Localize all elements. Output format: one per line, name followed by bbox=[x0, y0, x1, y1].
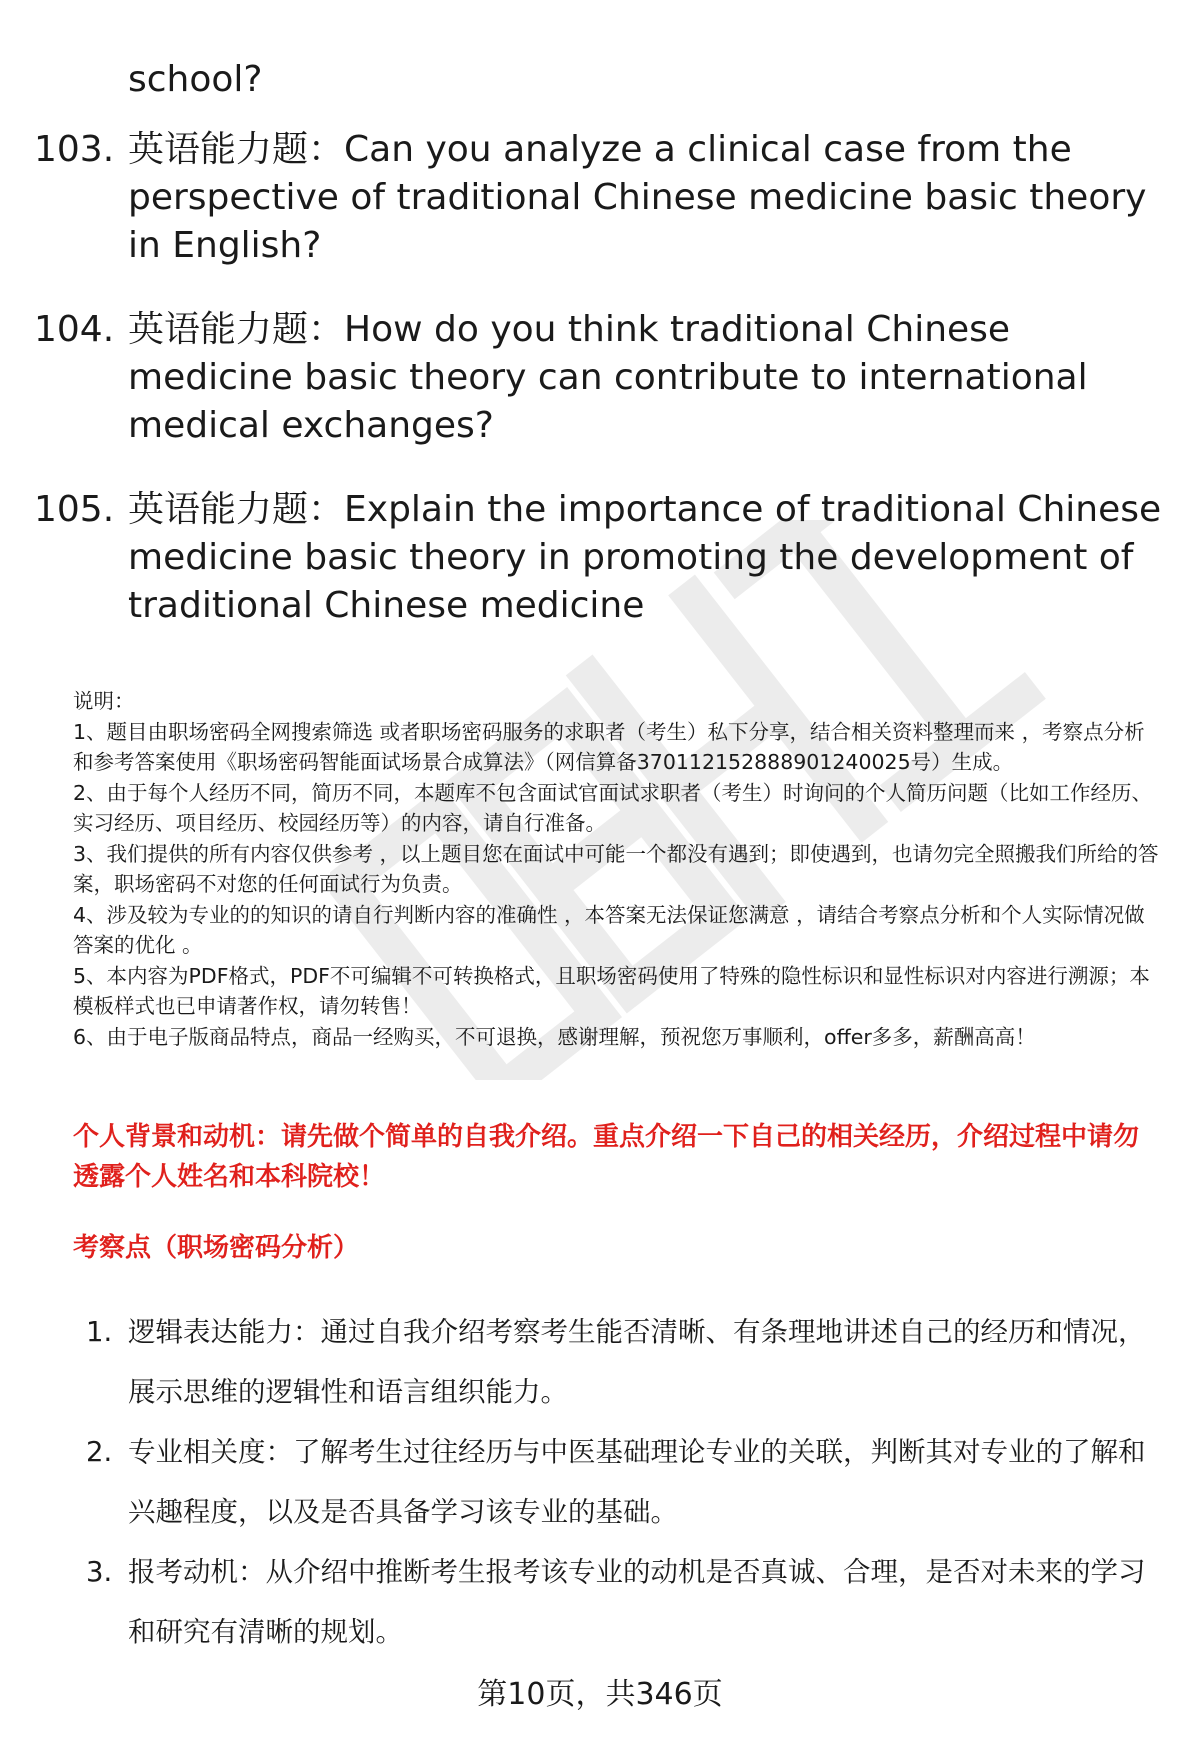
notes-section bbox=[73, 686, 1163, 1052]
point-text: 逻辑表达能力：通过自我介绍考察考生能否清晰、有条理地讲述自己的经历和情况，展示思维的逻辑性和语言组织能力。 bbox=[128, 1316, 1146, 1408]
question-103 bbox=[34, 126, 1164, 270]
points-list bbox=[86, 1302, 1146, 1662]
page-footer: 第10页，共346页 bbox=[477, 1677, 723, 1712]
note-item: 4、涉及较为专业的的知识的请自行判断内容的准确性 ，本答案无法保证您满意 ，请结合考察点分析和个人实际情况做答案的优化 。 bbox=[73, 902, 1145, 957]
question-text: How do you think traditional Chinese medicine basic theory can contribute to international medical exchanges? bbox=[128, 309, 1088, 446]
section-points-title: 考察点（职场密码分析） bbox=[73, 1233, 360, 1263]
point-number: 3. bbox=[86, 1556, 113, 1588]
note-item: 3、我们提供的所有内容仅供参考 ，以上题目您在面试中可能一个都没有遇到；即使遇到，也请勿完全照搬我们所给的答案，职场密码不对您的任何面试行为负责。 bbox=[73, 841, 1159, 896]
point-number: 1. bbox=[86, 1316, 113, 1348]
list-item bbox=[86, 1422, 1146, 1542]
point-number: 2. bbox=[86, 1436, 113, 1468]
question-category: 英语能力题： bbox=[128, 129, 345, 170]
point-text: 专业相关度：了解考生过往经历与中医基础理论专业的关联，判断其对专业的了解和兴趣程度，以及是否具备学习该专业的基础。 bbox=[128, 1436, 1146, 1528]
continuation-text: school? bbox=[128, 59, 263, 100]
question-number: 105. bbox=[34, 489, 115, 530]
note-item: 2、由于每个人经历不同，简历不同，本题库不包含面试官面试求职者（考生）时询问的个人简历问题（比如工作经历、实习经历、项目经历、校园经历等）的内容，请自行准备。 bbox=[73, 780, 1153, 835]
question-number: 104. bbox=[34, 309, 115, 350]
list-item bbox=[86, 1302, 1146, 1422]
section-question: 个人背景和动机：请先做个简单的自我介绍。重点介绍一下自己的相关经历，介绍过程中请勿透露个人姓名和本科院校！ bbox=[73, 1122, 1140, 1192]
question-text: Explain the importance of traditional Chinese medicine basic theory in promoting the development of traditional Chinese medicine bbox=[128, 489, 1162, 626]
question-category: 英语能力题： bbox=[128, 309, 345, 350]
question-105 bbox=[34, 486, 1164, 630]
list-item bbox=[86, 1542, 1146, 1662]
question-text: Can you analyze a clinical case from the perspective of traditional Chinese medicine basic theory in English? bbox=[128, 129, 1147, 266]
note-item: 6、由于电子版商品特点，商品一经购买，不可退换，感谢理解，预祝您万事顺利，offer多多，薪酬高高！ bbox=[73, 1024, 1036, 1049]
note-item: 1、题目由职场密码全网搜索筛选 或者职场密码服务的求职者（考生）私下分享，结合相关资料整理而来 ，考察点分析和参考答案使用《职场密码智能面试场景合成算法》（网信算备370112152888901240025号）生成。 bbox=[73, 719, 1145, 774]
question-category: 英语能力题： bbox=[128, 489, 345, 530]
question-number: 103. bbox=[34, 129, 115, 170]
point-text: 报考动机：从介绍中推断考生报考该专业的动机是否真诚、合理，是否对未来的学习和研究有清晰的规划。 bbox=[128, 1556, 1146, 1648]
note-item: 5、本内容为PDF格式，PDF不可编辑不可转换格式，且职场密码使用了特殊的隐性标识和显性标识对内容进行溯源；本模板样式也已申请著作权，请勿转售！ bbox=[73, 963, 1150, 1018]
notes-heading: 说明： bbox=[73, 689, 135, 713]
question-104 bbox=[34, 306, 1164, 450]
